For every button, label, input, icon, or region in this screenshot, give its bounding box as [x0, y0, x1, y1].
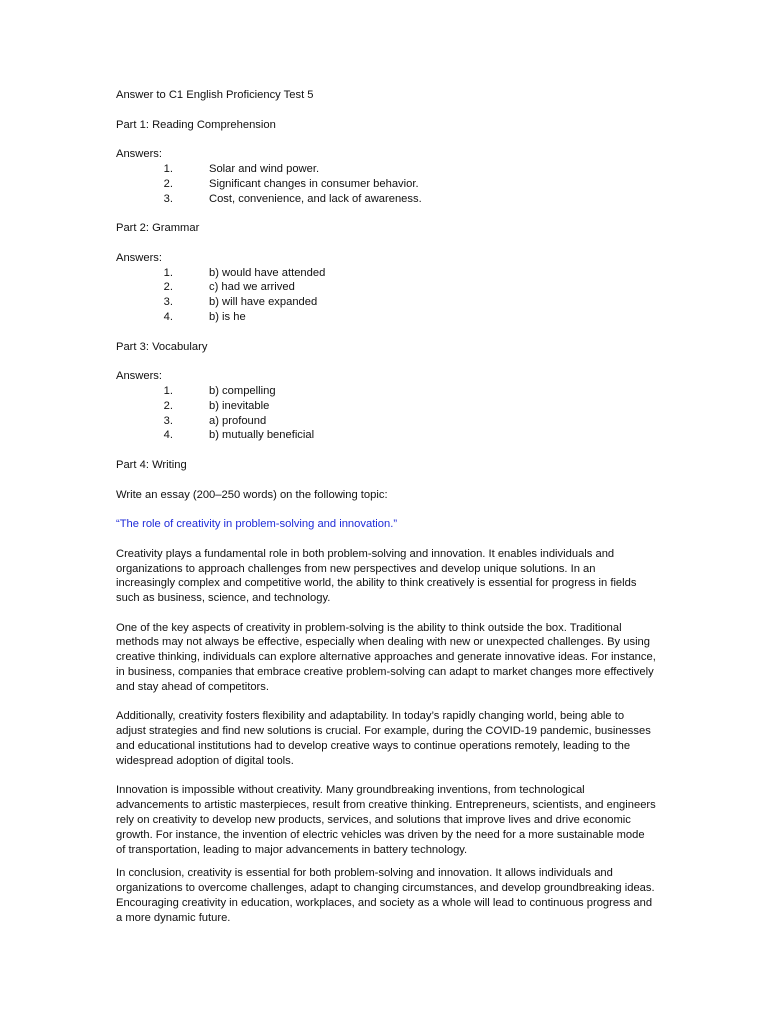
answer-item — [116, 280, 656, 295]
answer-item — [116, 295, 656, 310]
answer-number: 2. — [163, 177, 173, 190]
essay-prompt: Write an essay (200–250 words) on the following topic: — [116, 488, 388, 501]
part3-heading: Part 3: Vocabulary — [116, 340, 208, 353]
answer-text: b) is he — [209, 310, 246, 323]
answer-item — [116, 414, 656, 429]
essay-paragraph: Innovation is impossible without creativity. Many groundbreaking inventions, from technological advancements to artistic masterpieces, result from creative thinking. Entrepreneurs, scientists, and engineers rely on creativity to develop new products, services, and solutions that improve lives and drive economic growth. For instance, the invention of electric vehicles was driven by the need for a more sustainable mode of transportation, leading to major advancements in battery technology. — [116, 784, 656, 856]
answer-item — [116, 266, 656, 281]
answer-item — [116, 177, 656, 192]
answer-number: 4. — [163, 429, 173, 442]
document-title: Answer to C1 English Proficiency Test 5 — [116, 89, 314, 101]
answer-text: a) profound — [209, 414, 267, 427]
answer-item — [116, 192, 656, 207]
part2-answer-list — [116, 266, 656, 325]
answer-text: c) had we arrived — [209, 281, 295, 294]
essay-paragraph: In conclusion, creativity is essential for both problem-solving and innovation. It allows individuals and organizations to overcome challenges, adapt to changing circumstances, and develop groundbreaking ideas. Encouraging creativity in education, workplaces, and society as a whole will lead to continuous progress and a more dynamic future. — [116, 867, 655, 924]
answer-text: b) compelling — [209, 384, 276, 397]
answer-text: Cost, convenience, and lack of awareness. — [209, 192, 422, 205]
answer-item — [116, 384, 656, 399]
answer-number: 3. — [163, 296, 173, 309]
answer-number: 1. — [163, 266, 173, 279]
answer-text: b) mutually beneficial — [209, 429, 315, 442]
answer-number: 2. — [163, 399, 173, 412]
answer-number: 1. — [163, 384, 173, 397]
part1-answers-label: Answers: — [116, 148, 163, 161]
answer-number: 2. — [163, 281, 173, 294]
document-body — [116, 88, 656, 926]
part4-heading: Part 4: Writing — [116, 458, 187, 471]
answer-number: 1. — [163, 162, 173, 175]
part1-heading: Part 1: Reading Comprehension — [116, 118, 276, 131]
essay-paragraph: Additionally, creativity fosters flexibility and adaptability. In today’s rapidly changing world, being able to adjust strategies and find new solutions is crucial. For example, during the COVID-19 pandemic, businesses and educational institutions had to develop creative ways to continue operations remotely, leading to the widespread adoption of digital tools. — [116, 710, 651, 767]
answer-item — [116, 428, 656, 443]
answer-text: Solar and wind power. — [209, 162, 320, 175]
answer-item — [116, 162, 656, 177]
part3-answer-list — [116, 384, 656, 443]
answer-item — [116, 399, 656, 414]
answer-text: b) would have attended — [209, 266, 326, 279]
essay-topic: “The role of creativity in problem-solving and innovation.” — [116, 518, 398, 531]
answer-text: Significant changes in consumer behavior. — [209, 177, 419, 190]
part3-answers-label: Answers: — [116, 370, 163, 383]
answer-text: b) inevitable — [209, 399, 270, 412]
essay-paragraph: Creativity plays a fundamental role in both problem-solving and innovation. It enables individuals and organizations to approach challenges from new perspectives and develop unique solutions. In an increasingly complex and competitive world, the ability to think creatively is essential for progress in fields such as business, science, and technology. — [116, 547, 637, 605]
part1-answer-list — [116, 162, 656, 206]
answer-number: 3. — [163, 192, 173, 205]
part2-heading: Part 2: Grammar — [116, 222, 200, 235]
answer-number: 3. — [163, 414, 173, 427]
answer-item — [116, 310, 656, 325]
essay-paragraph: One of the key aspects of creativity in problem-solving is the ability to think outside the box. Traditional methods may not always be effective, especially when dealing with new or unexpected challenges. By using creative thinking, individuals can explore alternative approaches and generate innovative ideas. For instance, in business, companies that embrace creative problem-solving can adapt to market changes more effectively and stay ahead of competitors. — [116, 621, 656, 693]
part2-answers-label: Answers: — [116, 251, 163, 264]
answer-number: 4. — [163, 310, 173, 323]
answer-text: b) will have expanded — [209, 296, 318, 309]
